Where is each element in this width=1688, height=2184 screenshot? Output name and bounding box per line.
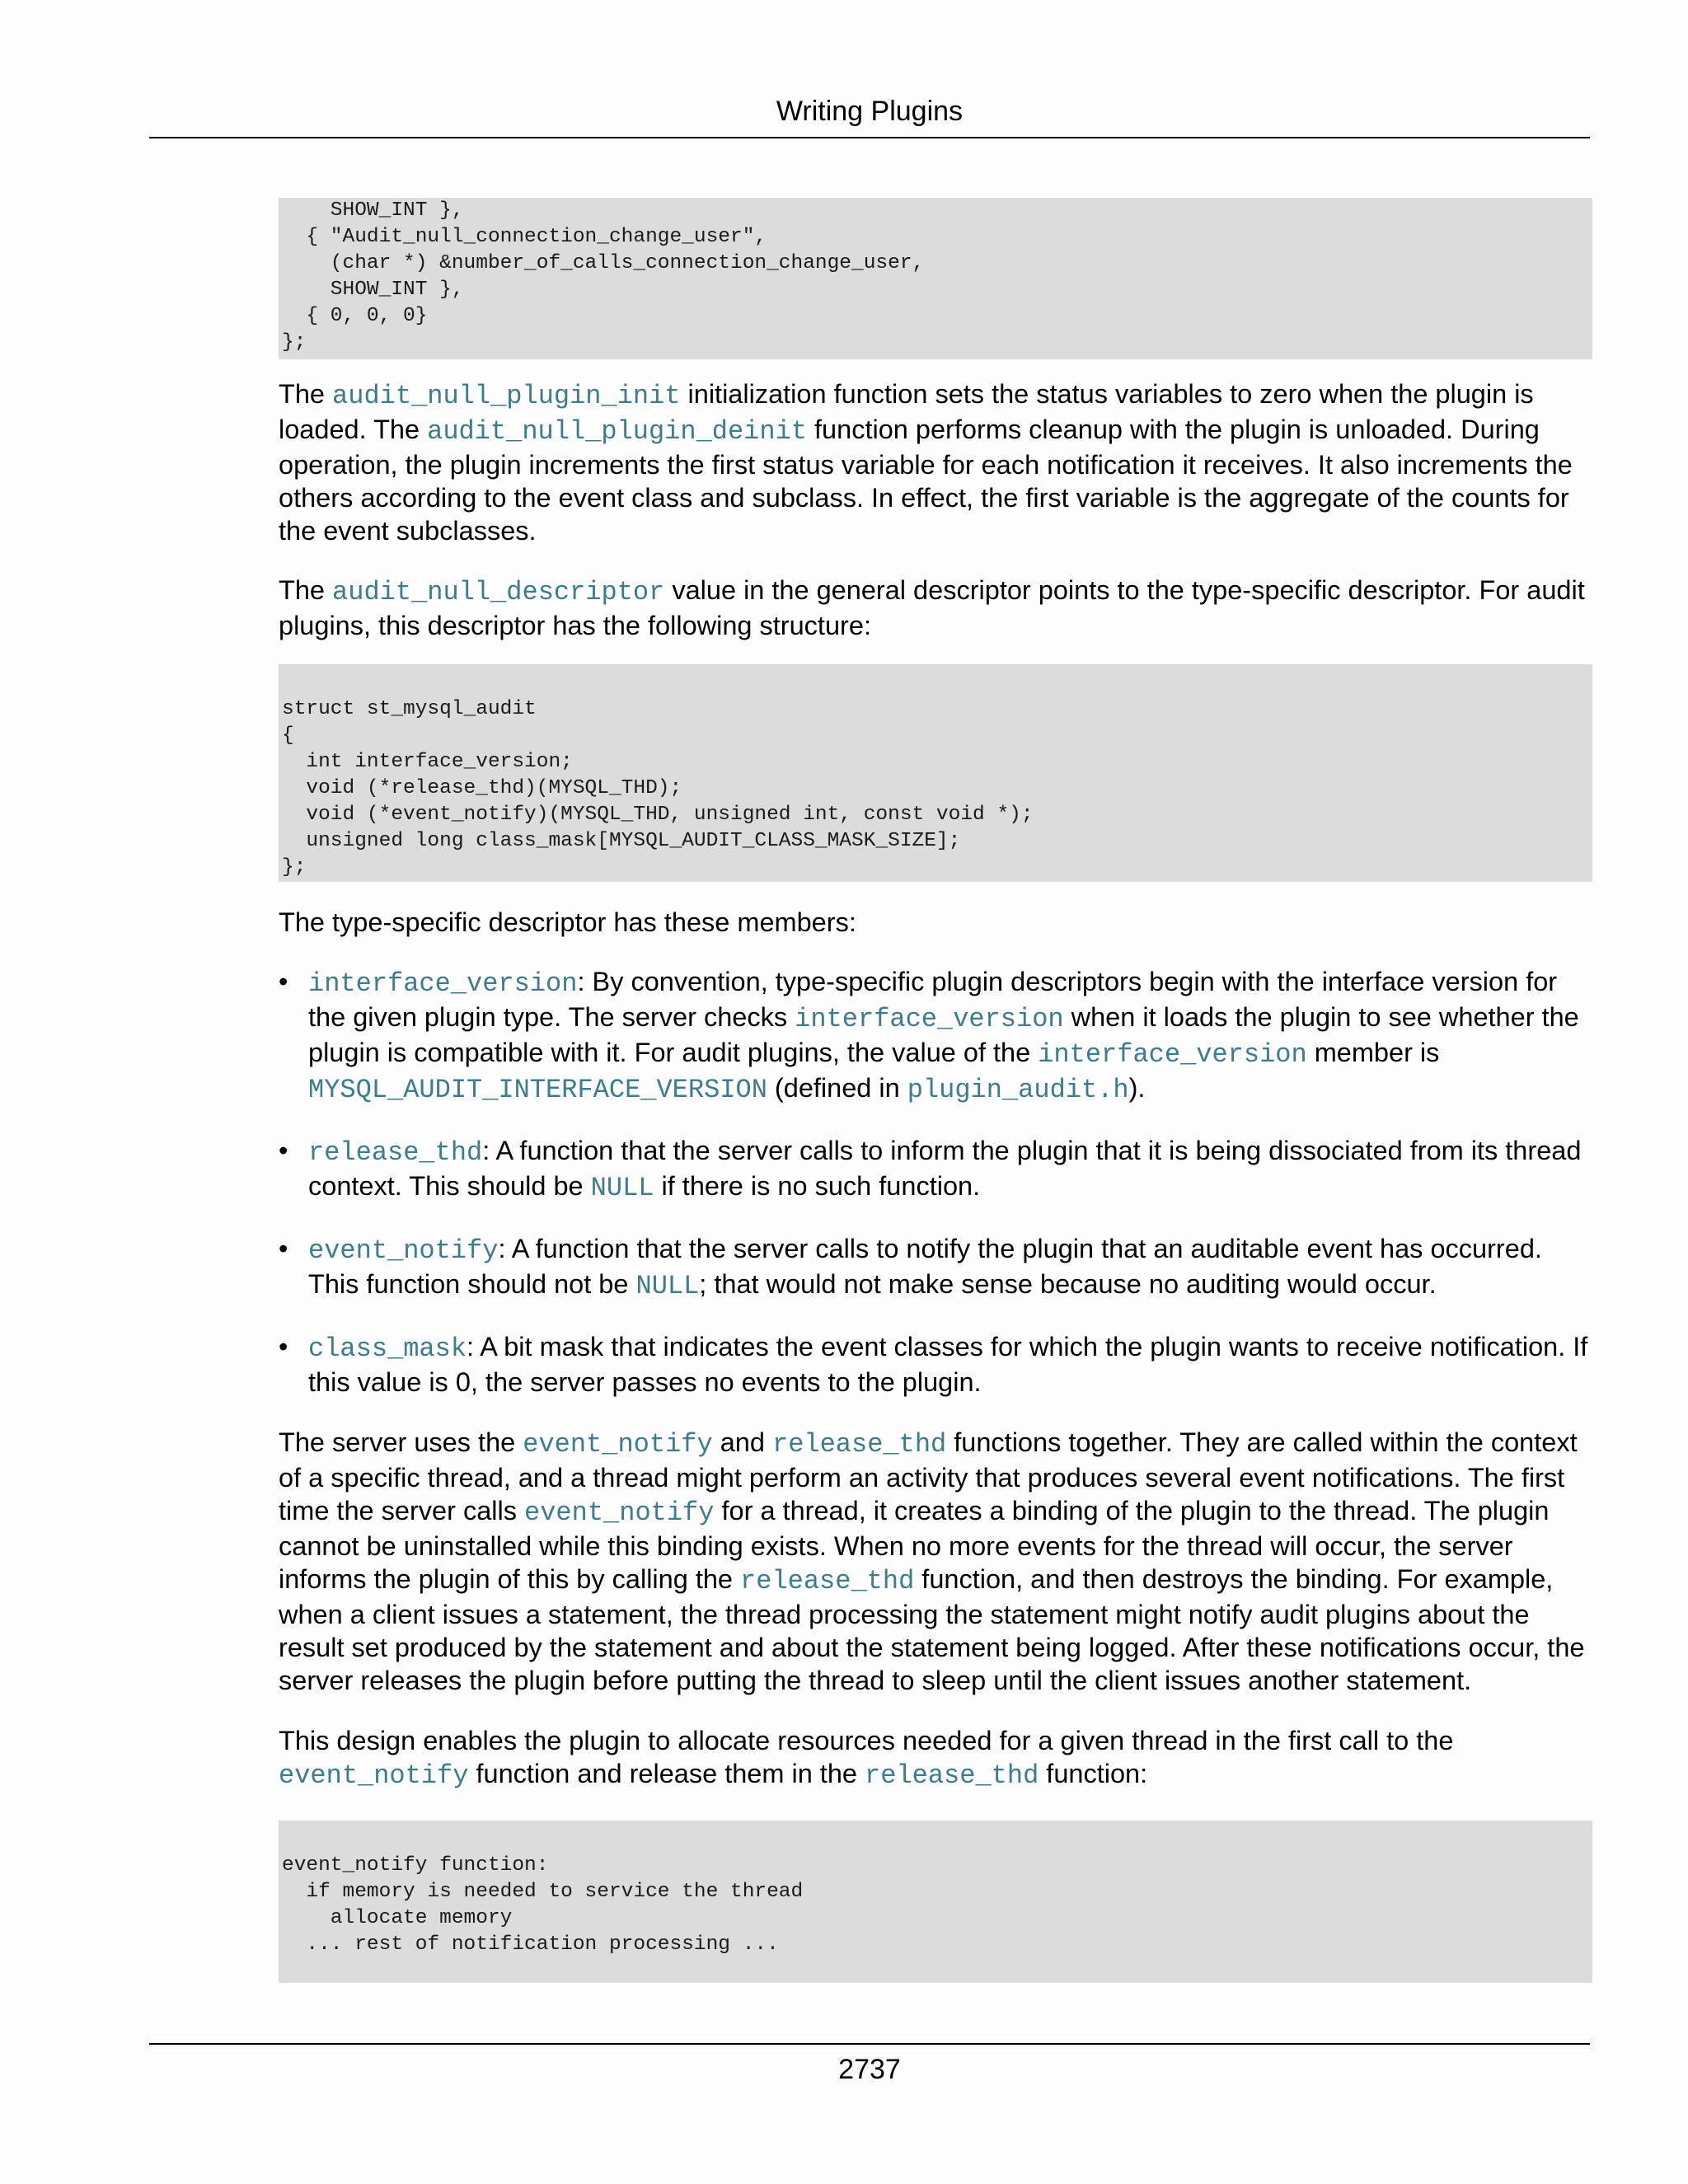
page-header xyxy=(149,0,1590,138)
list-item-interface-version: • interface_version: By convention, type-specific plugin descriptors begin with the interface version for the given plugin type. The server checks interface_version when it loads the plugin to see whether the plugin is compatible with it. For audit plugins, the value of the interface_version member is MYSQL_AUDIT_INTERFACE_VERSION (defined in plugin_audit.h). xyxy=(279,967,1579,1105)
bullet: • xyxy=(279,1136,288,1165)
paragraph-descriptor-intro: The audit_null_descriptor value in the general descriptor points to the type-specific descriptor. For audit plugins, this descriptor has the following structure: xyxy=(279,575,1585,640)
paragraph-members-intro: The type-specific descriptor has these members: xyxy=(279,907,856,937)
inline-code-audit-null-plugin-init: audit_null_plugin_init xyxy=(332,381,681,411)
page-content xyxy=(279,198,1592,1983)
running-header-title: Writing Plugins xyxy=(776,96,964,127)
list-item-release-thd: • release_thd: A function that the server calls to inform the plugin that it is being dissociated from its thread context. This should be NULL if there is no such function. xyxy=(279,1136,1582,1203)
list-item-class-mask: • class_mask: A bit mask that indicates the event classes for which the plugin wants to receive notification. If this value is 0, the server passes no events to the plugin. xyxy=(279,1332,1588,1397)
page-number: 2737 xyxy=(838,2054,901,2085)
bullet: • xyxy=(279,967,288,996)
code-block-event-notify-pseudocode: event_notify function: if memory is needed to service the thread allocate memory ... rest of notification processing ... xyxy=(279,1821,1592,1983)
bullet: • xyxy=(279,1332,288,1361)
paragraph-design: This design enables the plugin to allocate resources needed for a given thread in the first call to the event_notify function and release them in the release_thd function: xyxy=(279,1726,1454,1791)
page-footer xyxy=(149,2043,1590,2085)
paragraph-init-deinit: The audit_null_plugin_init initialization function sets the status variables to zero when the plugin is loaded. The audit_null_plugin_deinit function performs cleanup with the plugin is unloaded. During operation, the plugin increments the first status variable for each notification it receives. It also increments the others according to the event class and subclass. In effect, the first variable is the aggregate of the counts for the event subclasses. xyxy=(279,379,1573,546)
member-list xyxy=(279,965,1592,1399)
inline-code-audit-null-plugin-deinit: audit_null_plugin_deinit xyxy=(427,416,807,447)
bullet: • xyxy=(279,1234,288,1263)
code-block-status-variables: SHOW_INT }, { "Audit_null_connection_change_user", (char *) &number_of_calls_connection_change_user, SHOW_INT }, { 0, 0, 0} }; xyxy=(279,198,1592,359)
code-block-st-mysql-audit: struct st_mysql_audit { int interface_version; void (*release_thd)(MYSQL_THD); void (*event_notify)(MYSQL_THD, unsigned int, const void *); unsigned long class_mask[MYSQL_AUDIT_CLASS_MASK_SIZE]; }; xyxy=(279,664,1592,882)
inline-code-audit-null-descriptor: audit_null_descriptor xyxy=(332,577,665,607)
list-item-event-notify: • event_notify: A function that the server calls to notify the plugin that an auditable event has occurred. This function should not be NULL; that would not make sense because no auditing would occur. xyxy=(279,1234,1542,1301)
paragraph-event-notify-release-thd: The server uses the event_notify and release_thd functions together. They are called within the context of a specific thread, and a thread might perform an activity that produces several event notifications. The first time the server calls event_notify for a thread, it creates a binding of the plugin to the thread. The plugin cannot be uninstalled while this binding exists. When no more events for the thread will occur, the server informs the plugin of this by calling the release_thd function, and then destroys the binding. For example, when a client issues a statement, the thread processing the statement might notify audit plugins about the result set produced by the statement and about the statement being logged. After these notifications occur, the server releases the plugin before putting the thread to sleep until the client issues another statement. xyxy=(279,1427,1585,1695)
